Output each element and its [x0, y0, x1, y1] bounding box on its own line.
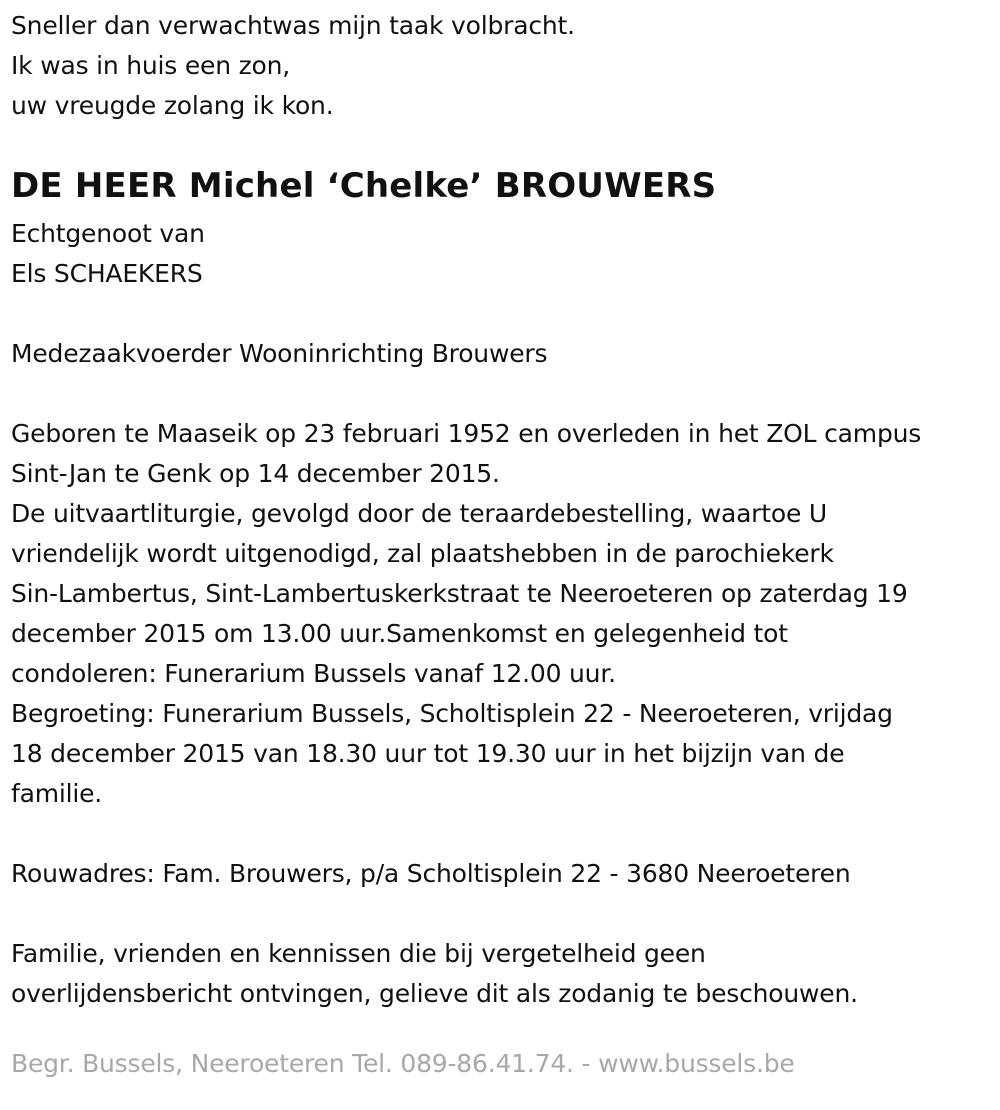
details-line: familie.	[11, 779, 103, 808]
details-line: vriendelijk wordt uitgenodigd, zal plaatshebben in de parochiekerk	[11, 539, 834, 568]
notice-block	[11, 934, 993, 1014]
details-line: Sint-Jan te Genk op 14 december 2015.	[11, 459, 500, 488]
notice-line: Familie, vrienden en kennissen die bij vergetelheid geen	[11, 939, 706, 968]
notice-line: overlijdensbericht ontvingen, gelieve dit als zodanig te beschouwen.	[11, 979, 858, 1008]
poem	[11, 6, 993, 126]
poem-line: Ik was in huis een zon,	[11, 51, 291, 80]
details-line: december 2015 om 13.00 uur.Samenkomst en gelegenheid tot	[11, 619, 788, 648]
mourning-address: Rouwadres: Fam. Brouwers, p/a Scholtisplein 22 - 3680 Neeroeteren	[11, 859, 851, 888]
role-line: Medezaakvoerder Wooninrichting Brouwers	[11, 339, 548, 368]
spouse-block	[11, 214, 993, 294]
details-line: Begroeting: Funerarium Bussels, Scholtisplein 22 - Neeroeteren, vrijdag	[11, 699, 893, 728]
obituary-notice	[11, 6, 993, 1084]
poem-line: uw vreugde zolang ik kon.	[11, 91, 334, 120]
details-line: De uitvaartliturgie, gevolgd door de teraardebestelling, waartoe U	[11, 499, 827, 528]
deceased-name: DE HEER Michel ‘Chelke’ BROUWERS	[11, 166, 717, 206]
details-block	[11, 414, 993, 814]
details-line: 18 december 2015 van 18.30 uur tot 19.30 uur in het bijzijn van de	[11, 739, 845, 768]
spouse-name: Els SCHAEKERS	[11, 259, 203, 288]
details-line: condoleren: Funerarium Bussels vanaf 12.00 uur.	[11, 659, 616, 688]
funeral-home-footer: Begr. Bussels, Neeroeteren Tel. 089-86.41.74. - www.bussels.be	[11, 1049, 795, 1078]
details-line: Sin-Lambertus, Sint-Lambertuskerkstraat te Neeroeteren op zaterdag 19	[11, 579, 908, 608]
details-line: Geboren te Maaseik op 23 februari 1952 en overleden in het ZOL campus	[11, 419, 922, 448]
poem-line: Sneller dan verwachtwas mijn taak volbracht.	[11, 11, 575, 40]
spouse-label: Echtgenoot van	[11, 219, 205, 248]
